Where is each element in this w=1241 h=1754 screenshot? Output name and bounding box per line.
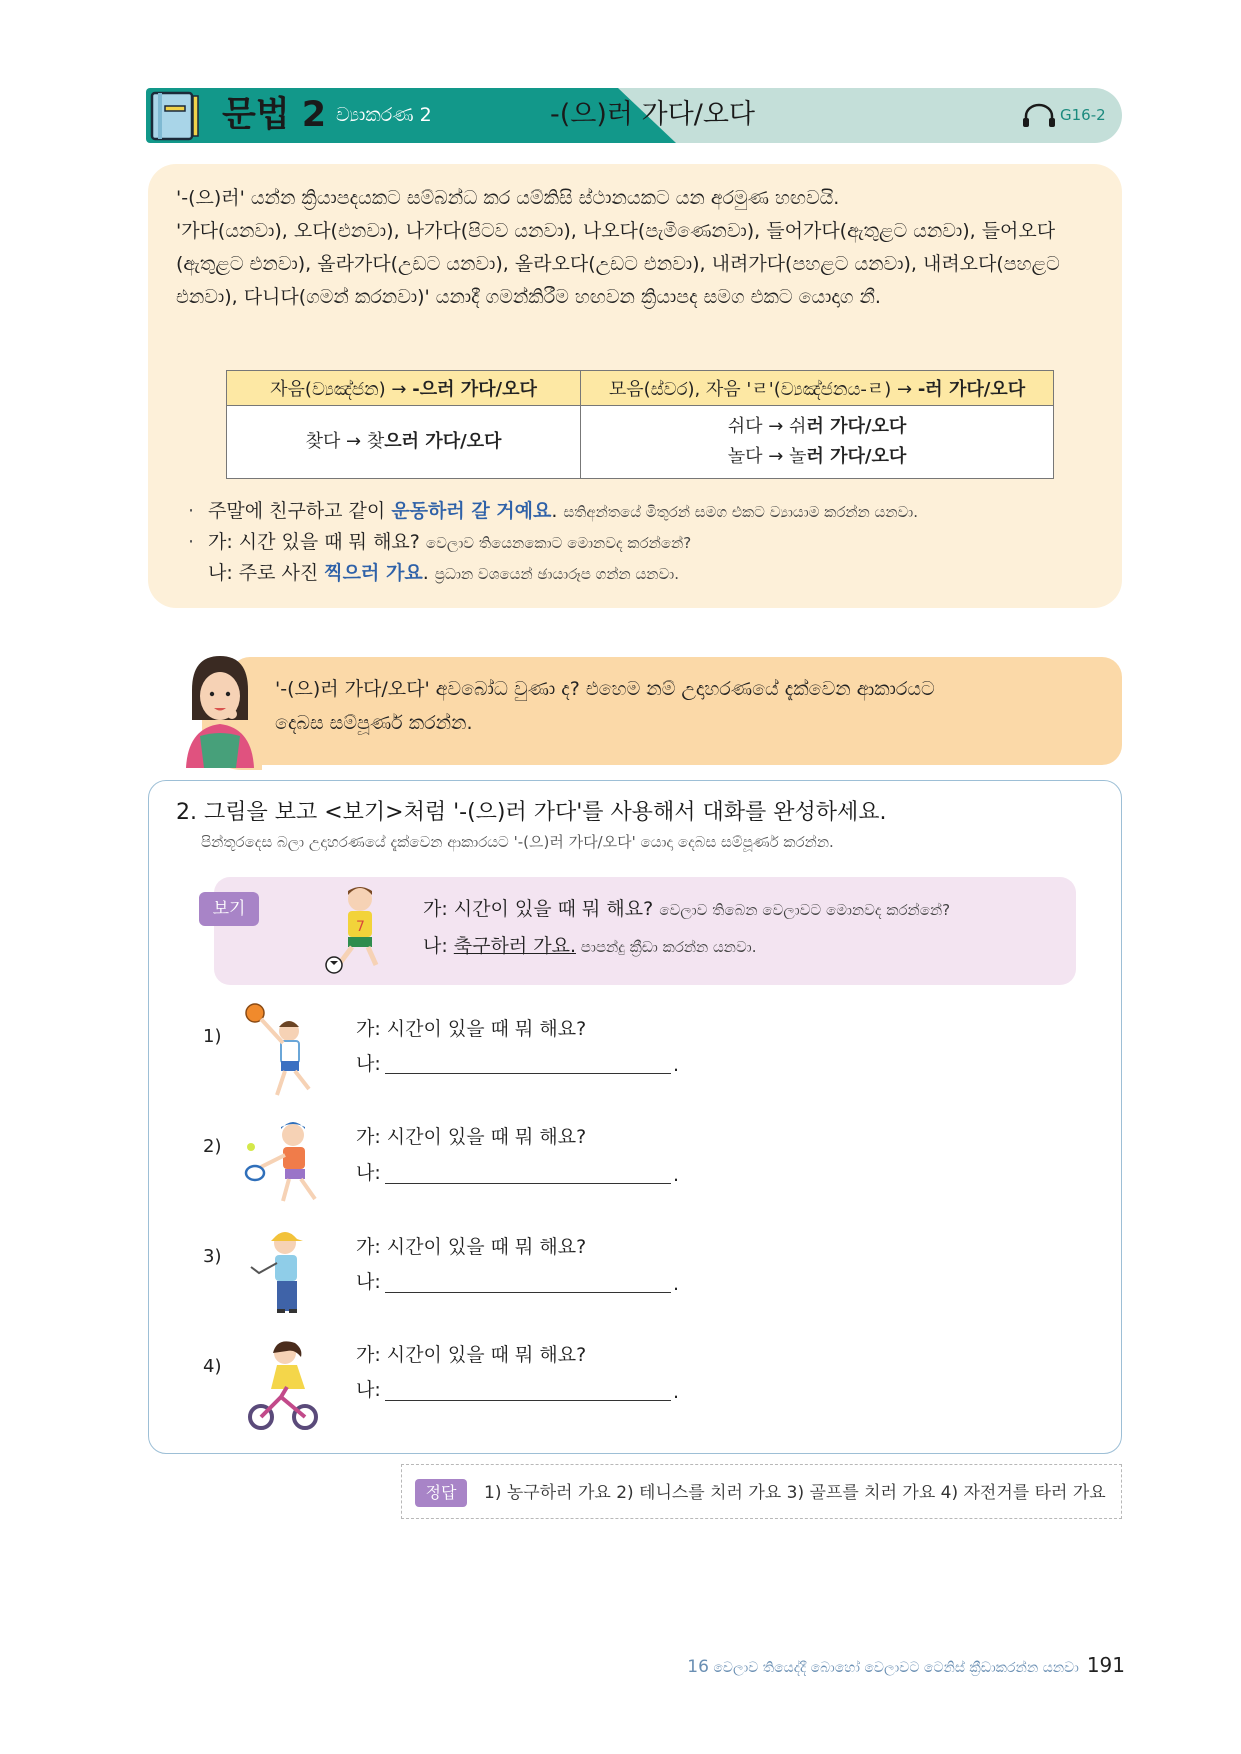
- example-sentences: [188, 496, 1088, 589]
- exercise-box: [148, 780, 1122, 1454]
- example-sentence-1: · 주말에 친구하고 같이 운동하러 갈 거예요. සතිඅන්තයේ මිතුරන් සමග එකට ව්‍යායාම කරන්න යනවා.: [188, 500, 918, 522]
- audio-track-code[interactable]: G16-2: [1060, 106, 1106, 124]
- answer-key-text: 1) 농구하러 가요 2) 테니스를 치러 가요 3) 골프를 치러 가요 4) 자전거를 타러 가요: [484, 1483, 1106, 1503]
- item-question-1: 가: 시간이 있을 때 뭐 해요?: [356, 1018, 587, 1040]
- book-icon: [150, 90, 200, 142]
- page-number: 191: [1086, 1653, 1125, 1677]
- teacher-prompt-line-2: දෙබස සම්පූර්ණ කරන්න.: [275, 712, 473, 734]
- example-sentence-3: 나: 주로 사진 찍으러 가요. ප්‍රධාන වශයෙන් ඡායාරූප ගන්න යනවා.: [208, 562, 679, 584]
- explanation-box: [148, 164, 1122, 608]
- answer-period-1: .: [673, 1054, 680, 1076]
- tennis-boy-icon: [241, 1115, 331, 1215]
- table-header-consonant: 자음(ව්‍යඤ්ජන) → -으러 가다/오다: [227, 371, 581, 406]
- explanation-text: [176, 182, 1096, 314]
- answer-input-2[interactable]: [385, 1183, 671, 1184]
- grammar-pattern: -(으)러 가다/오다: [550, 99, 755, 130]
- soccer-boy-icon: [322, 885, 394, 975]
- answer-key-tag: 정답: [415, 1479, 467, 1507]
- lesson-number: 16: [687, 1657, 709, 1677]
- answer-input-3[interactable]: [385, 1292, 671, 1293]
- explanation-paragraph-2: '가다(යනවා), 오다(එනවා), 나가다(පිටව යනවා), 나오다(පැමිණෙනවා), 들어가다(ඇතුළට යනවා), 들어오다(ඇතුළට එනවා), 올라가다(උඩට යනවා), 올라오다(උඩට එනවා), 내려가다(පහළට යනවා), 내려오다(පහළට එනවා), 다니다(ගමන් කරනවා)' යනාදී ගමන්කිරීම හඟවන ක්‍රියාපද සමග එකට යොදාග නී.: [176, 220, 1060, 308]
- item-number-4: 4): [203, 1356, 222, 1377]
- table-vowel-example-2: 놀다 → 놀러 가다/오다: [727, 446, 907, 467]
- item-number-3: 3): [203, 1246, 222, 1267]
- answer-input-4[interactable]: [385, 1400, 671, 1401]
- item-answer-label-4: 나:: [356, 1379, 381, 1401]
- teacher-icon: [180, 650, 260, 768]
- example-sentence-2: · 가: 시간 있을 때 뭐 해요? වෙලාව තියෙනකොට මොනවද කරන්නේ?: [188, 531, 692, 553]
- exercise-subtitle: පින්තූරදෙස බලා උදාහරණයේ දැක්වෙන ආකාරයට '-(으)러 가다/오다' යොදා දෙබස සම්පූර්ණ කරන්න.: [201, 833, 834, 851]
- example-question: 가: 시간이 있을 때 뭐 해요? වෙලාව තිබෙන වෙලාවට මොනවද කරන්නේ?: [423, 898, 951, 920]
- svg-text:7: 7: [356, 919, 365, 935]
- item-question-4: 가: 시간이 있을 때 뭐 해요?: [356, 1344, 587, 1366]
- table-cell-vowel-examples: [581, 406, 1054, 479]
- answer-period-2: .: [673, 1164, 680, 1186]
- item-answer-label-3: 나:: [356, 1271, 381, 1293]
- answer-period-4: .: [673, 1381, 680, 1403]
- teacher-prompt-line-1: '-(으)러 가다/오다' අවබෝධ වුණා ද? එහෙම නම් උදාහරණයේ දැක්වෙන ආකාරයට: [275, 678, 935, 700]
- answer-input-1[interactable]: [385, 1073, 671, 1074]
- example-tag: 보기: [199, 892, 259, 926]
- item-number-2: 2): [203, 1136, 222, 1157]
- item-question-3: 가: 시간이 있을 때 뭐 해요?: [356, 1236, 587, 1258]
- lesson-title: වෙලාව තියෙද්දී බොහෝ වෙලාවට ටෙනිස් ක්‍රීඩාකරන්න යනවා: [708, 1660, 1079, 1676]
- grammar-title: 문법 2: [222, 95, 327, 135]
- exercise-title: 2. 그림을 보고 <보기>처럼 '-(으)러 가다'를 사용해서 대화를 완성하세요.: [176, 800, 887, 825]
- basketball-boy-icon: [241, 1001, 331, 1101]
- example-answer: 나: 축구하러 가요. පාපන්දු ක්‍රීඩා කරන්න යනවා.: [423, 935, 757, 957]
- item-number-1: 1): [203, 1026, 222, 1047]
- table-cell-consonant-example: 찾다 → 찾으러 가다/오다: [227, 406, 581, 479]
- table-header-vowel: 모음(ස්වර), 자음 'ㄹ'(ව්‍යඤ්ජනය-ㄹ) → -러 가다/오다: [581, 371, 1054, 406]
- grammar-header: [146, 88, 1122, 143]
- item-answer-label-2: 나:: [356, 1162, 381, 1184]
- answer-period-3: .: [673, 1273, 680, 1295]
- item-question-2: 가: 시간이 있을 때 뭐 해요?: [356, 1126, 587, 1148]
- page-footer: [687, 1653, 1125, 1680]
- item-answer-label-1: 나:: [356, 1053, 381, 1075]
- headphones-icon[interactable]: [1022, 102, 1056, 128]
- explanation-paragraph-1: '-(으)러' යන්න ක්‍රියාපදයකට සම්බන්ධ කර යම්කිසි ස්ථානයකට යන අරමුණ හඟවයි.: [176, 187, 840, 209]
- table-vowel-example-1: 쉬다 → 쉬러 가다/오다: [727, 416, 907, 437]
- grammar-subtitle: ව්‍යාකරණ 2: [336, 104, 432, 126]
- golf-boy-icon: [241, 1225, 331, 1325]
- answer-key: [401, 1464, 1122, 1519]
- cycling-girl-icon: [241, 1337, 331, 1437]
- teacher-prompt-text: [275, 672, 1095, 740]
- conjugation-table: [226, 370, 1054, 479]
